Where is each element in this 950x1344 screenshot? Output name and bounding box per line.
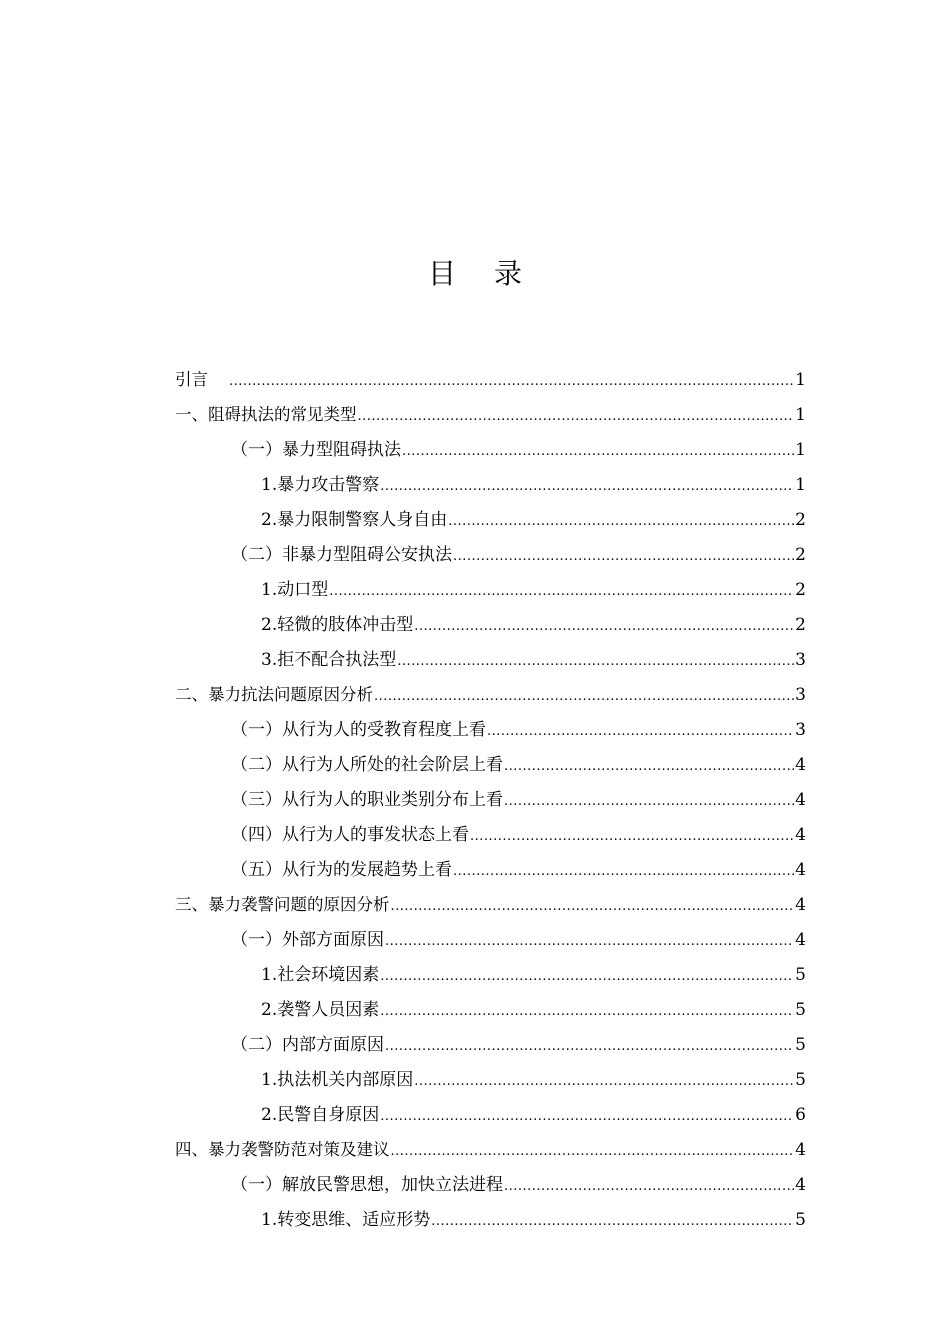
toc-entry-label: 1.转变思维、适应形势 <box>261 1210 431 1230</box>
dot-leader <box>397 647 794 677</box>
toc-entry-page-number: 4 <box>795 1140 806 1160</box>
toc-entry[interactable] <box>175 540 806 575</box>
toc-entry[interactable] <box>175 505 806 540</box>
toc-entry-label: 1.动口型 <box>261 580 329 600</box>
toc-entry[interactable] <box>175 1135 806 1170</box>
toc-entry-page-number: 5 <box>795 1035 806 1055</box>
toc-entry-label: （四）从行为人的事发状态上看 <box>231 825 469 845</box>
toc-entry-label: （一）从行为人的受教育程度上看 <box>231 720 486 740</box>
toc-entry-label: 三、暴力袭警问题的原因分析 <box>175 895 390 914</box>
toc-entry-page-number: 4 <box>795 790 806 810</box>
toc-entry-page-number: 4 <box>795 860 806 880</box>
dot-leader <box>385 1032 794 1062</box>
toc-entry-label: （二）非暴力型阻碍公安执法 <box>231 545 452 565</box>
toc-entry[interactable] <box>175 400 806 435</box>
dot-leader <box>380 997 794 1027</box>
toc-entry-label: 四、暴力袭警防范对策及建议 <box>175 1140 390 1159</box>
toc-entry-label: 2.轻微的肢体冲击型 <box>261 615 414 635</box>
dot-leader <box>448 507 794 537</box>
toc-entry-label: （五）从行为的发展趋势上看 <box>231 860 452 880</box>
toc-entry-page-number: 4 <box>795 895 806 915</box>
dot-leader <box>385 927 794 957</box>
dot-leader <box>453 857 794 887</box>
toc-entry[interactable] <box>175 1170 806 1205</box>
toc-entry[interactable] <box>175 925 806 960</box>
dot-leader <box>391 892 795 922</box>
toc-entry-page-number: 5 <box>795 1210 806 1230</box>
toc-entry[interactable] <box>175 365 806 400</box>
toc-entry[interactable] <box>175 820 806 855</box>
toc-entry-label: （一）外部方面原因 <box>231 930 384 950</box>
toc-entry[interactable] <box>175 1100 806 1135</box>
toc-entry-label: 1.社会环境因素 <box>261 965 380 985</box>
toc-entry-page-number: 2 <box>795 510 806 530</box>
dot-leader <box>402 437 794 467</box>
toc-entry[interactable] <box>175 1030 806 1065</box>
toc-entry[interactable] <box>175 575 806 610</box>
toc-entry[interactable] <box>175 680 806 715</box>
toc-entry[interactable] <box>175 995 806 1030</box>
dot-leader <box>487 717 794 747</box>
toc-entry-page-number: 5 <box>795 965 806 985</box>
dot-leader <box>414 612 794 642</box>
toc-entry[interactable] <box>175 1065 806 1100</box>
toc-entry[interactable] <box>175 645 806 680</box>
toc-entry[interactable] <box>175 855 806 890</box>
toc-entry-page-number: 5 <box>795 1070 806 1090</box>
toc-entry-page-number: 1 <box>795 475 806 495</box>
toc-entry[interactable] <box>175 610 806 645</box>
toc-entry-label: （二）从行为人所处的社会阶层上看 <box>231 755 503 775</box>
toc-entry-page-number: 4 <box>795 1175 806 1195</box>
page-title: 目录 <box>427 257 560 290</box>
toc-entry-label: （一）解放民警思想，加快立法进程 <box>231 1175 503 1195</box>
toc-entry-label: 2.袭警人员因素 <box>261 1000 380 1020</box>
toc-entry-label: 1.暴力攻击警察 <box>261 475 380 495</box>
toc-entry-label: （一）暴力型阻碍执法 <box>231 440 401 460</box>
toc-entry-page-number: 4 <box>795 755 806 775</box>
toc-entry-label: （三）从行为人的职业类别分布上看 <box>231 790 503 810</box>
toc-entry-label: 引言 <box>175 370 208 389</box>
toc-entry-page-number: 1 <box>795 440 806 460</box>
toc-entry-page-number: 2 <box>795 615 806 635</box>
toc-entry-label: 2.暴力限制警察人身自由 <box>261 510 448 530</box>
toc-entry[interactable] <box>175 890 806 925</box>
toc-entry-page-number: 2 <box>795 580 806 600</box>
dot-leader <box>329 577 794 607</box>
toc-entry-page-number: 4 <box>795 825 806 845</box>
toc-entry[interactable] <box>175 750 806 785</box>
dot-leader <box>470 822 794 852</box>
dot-leader <box>431 1207 794 1237</box>
toc-entry-page-number: 3 <box>795 720 806 740</box>
toc-entry-page-number: 2 <box>795 545 806 565</box>
dot-leader <box>374 682 794 712</box>
toc-entry-label: 一、阻碍执法的常见类型 <box>175 405 357 424</box>
dot-leader <box>380 472 794 502</box>
toc-entry-page-number: 3 <box>795 685 806 705</box>
toc-entry-page-number: 4 <box>795 930 806 950</box>
dot-leader <box>453 542 794 572</box>
dot-leader <box>380 962 794 992</box>
dot-leader <box>504 752 794 782</box>
toc-entry-label: 1.执法机关内部原因 <box>261 1070 414 1090</box>
toc-entry-page-number: 5 <box>795 1000 806 1020</box>
dot-leader <box>504 1172 794 1202</box>
toc-entry-label: 二、暴力抗法问题原因分析 <box>175 685 373 704</box>
dot-leader <box>391 1137 795 1167</box>
dot-leader <box>358 402 795 432</box>
toc-entry-page-number: 1 <box>795 405 806 425</box>
toc-entry[interactable] <box>175 715 806 750</box>
toc-entry[interactable] <box>175 470 806 505</box>
toc-entry-label: （二）内部方面原因 <box>231 1035 384 1055</box>
toc-entry[interactable] <box>175 960 806 995</box>
toc-entry[interactable] <box>175 785 806 820</box>
dot-leader <box>380 1102 794 1132</box>
toc-entry-label: 2.民警自身原因 <box>261 1105 380 1125</box>
toc-entry-page-number: 6 <box>795 1105 806 1125</box>
toc-entry-label: 3.拒不配合执法型 <box>261 650 397 670</box>
toc-entry-page-number: 1 <box>795 370 806 390</box>
toc-entry-page-number: 3 <box>795 650 806 670</box>
table-of-contents <box>175 365 806 1240</box>
toc-entry[interactable] <box>175 1205 806 1240</box>
dot-leader <box>504 787 794 817</box>
dot-leader <box>229 367 794 397</box>
dot-leader <box>414 1067 794 1097</box>
toc-entry[interactable] <box>175 435 806 470</box>
